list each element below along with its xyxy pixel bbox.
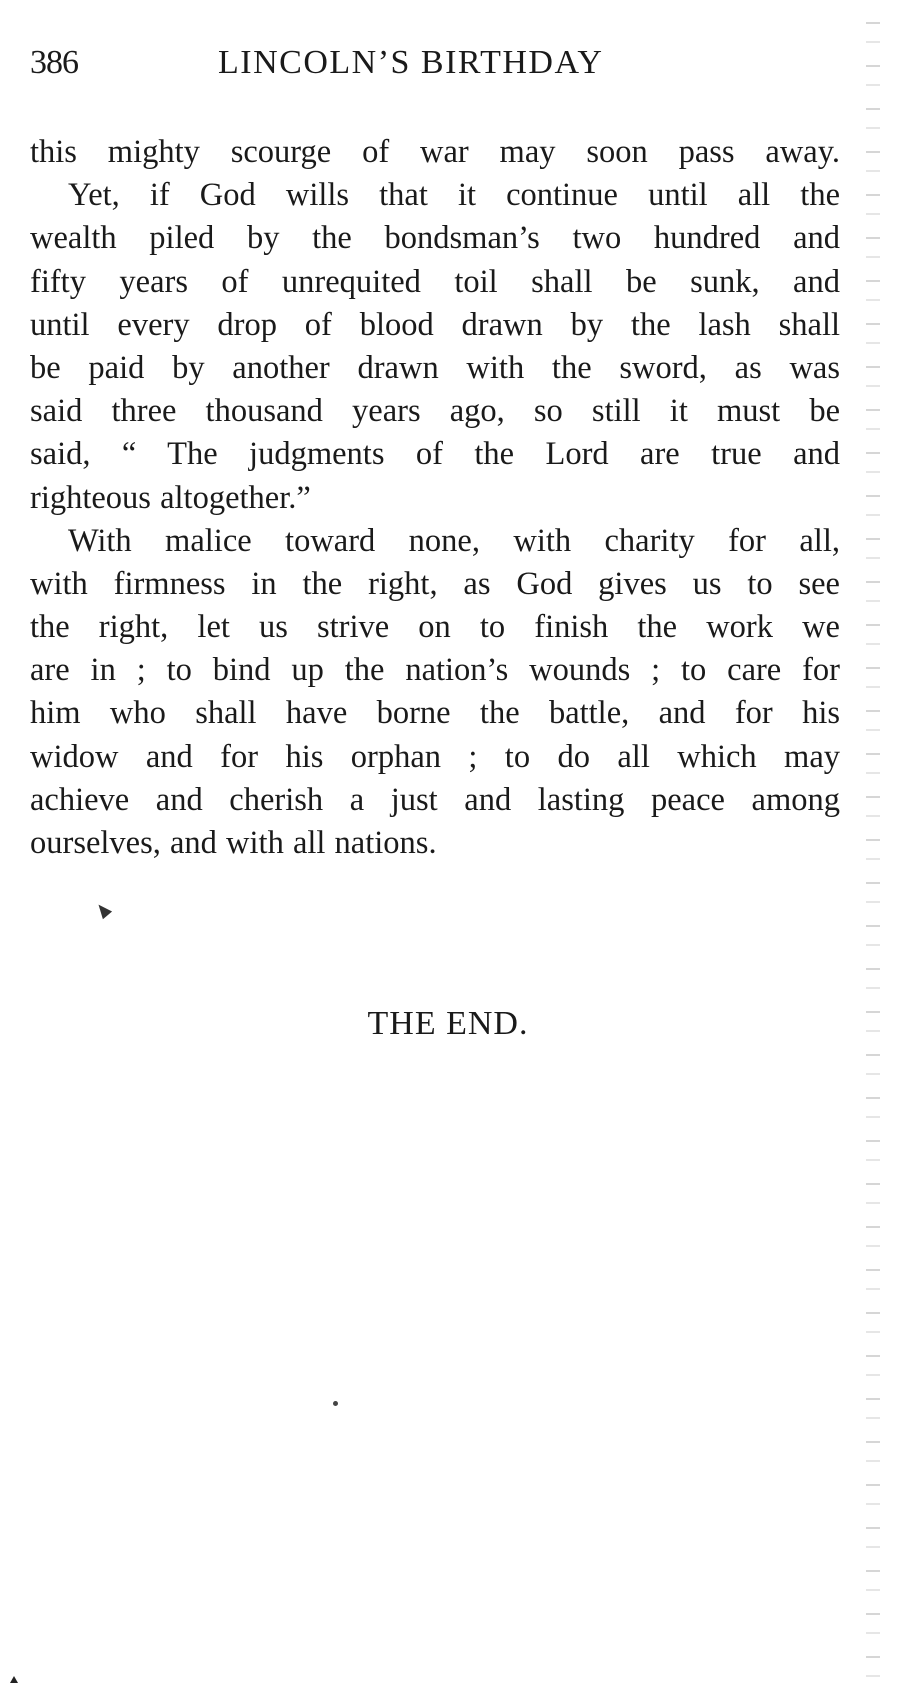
the-end-heading bbox=[0, 1005, 900, 1043]
text-line: this mighty scourge of war may soon pass away. bbox=[30, 134, 840, 170]
paragraph-start-line: Yet, if God wills that it continue until all the bbox=[68, 177, 840, 214]
text-line: him who shall have borne the battle, and for his bbox=[30, 695, 840, 732]
text-line: said three thousand years ago, so still it must be bbox=[30, 393, 840, 430]
text-line: achieve and cherish a just and lasting peace among bbox=[30, 781, 840, 818]
body-text bbox=[30, 131, 840, 865]
page-edge-artifact bbox=[866, 0, 880, 1691]
corner-mark-icon bbox=[10, 1676, 18, 1683]
text-line: are in ; to bind up the nation’s wounds ; to care for bbox=[30, 652, 840, 689]
text-line: said, “ The judgments of the Lord are true and bbox=[30, 436, 840, 473]
text-line: until every drop of blood drawn by the lash shall bbox=[30, 306, 840, 343]
text-line: with firmness in the right, as God gives us to see bbox=[30, 565, 840, 602]
running-head bbox=[30, 44, 840, 94]
running-title: LINCOLN’S BIRTHDAY bbox=[218, 44, 604, 81]
text-line: fifty years of unrequited toil shall be sunk, and bbox=[30, 263, 840, 300]
text-line: the right, let us strive on to finish the work we bbox=[30, 609, 840, 646]
scan-mark-icon bbox=[94, 901, 112, 919]
text-line: widow and for his orphan ; to do all which may bbox=[30, 738, 840, 775]
page-number: 386 bbox=[30, 44, 78, 81]
scan-dot-icon bbox=[333, 1401, 338, 1406]
text-line: wealth piled by the bondsman’s two hundred and bbox=[30, 220, 840, 257]
paragraph-start-line: With malice toward none, with charity for all, bbox=[68, 522, 840, 559]
paragraph-end-line: righteous altogether.” bbox=[30, 479, 311, 516]
the-end-text: THE END. bbox=[367, 1005, 529, 1042]
paragraph-end-line: ourselves, and with all nations. bbox=[30, 825, 437, 861]
text-line: be paid by another drawn with the sword, as was bbox=[30, 349, 840, 386]
